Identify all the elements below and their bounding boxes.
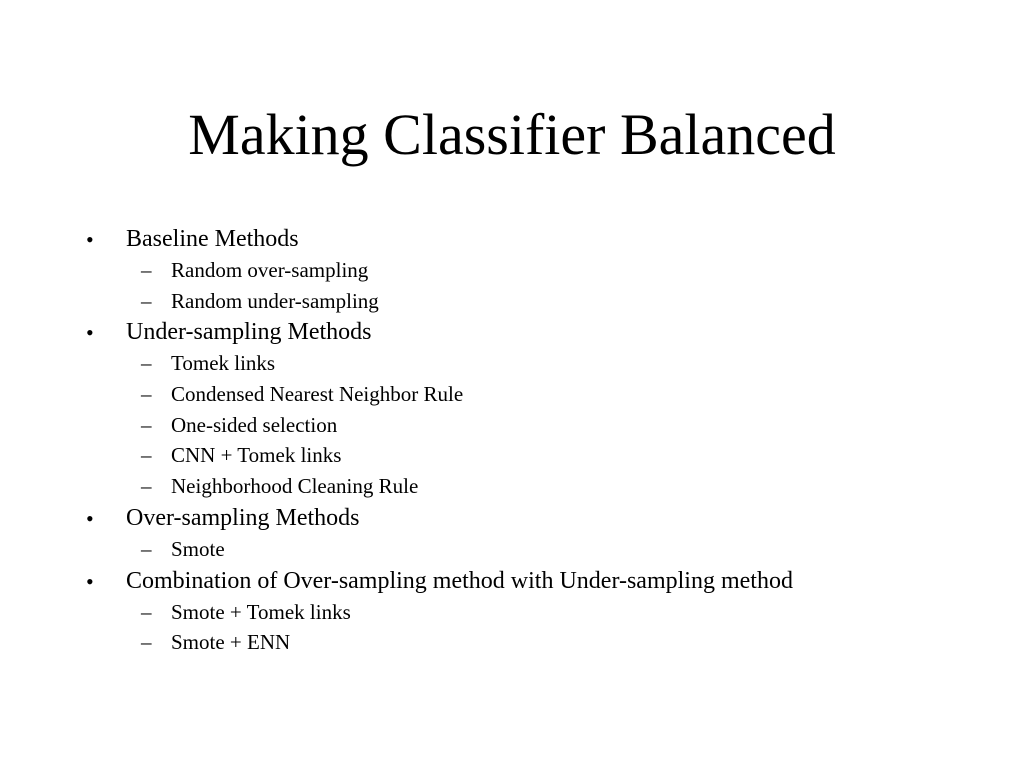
sub-bullet-item: [0, 627, 1024, 658]
section-combination: [0, 566, 1024, 658]
sub-bullet-list: [0, 255, 1024, 316]
sub-bullet-text: Smote + Tomek links: [171, 599, 351, 624]
bullet-dot-icon: •: [86, 568, 94, 594]
dash-icon: –: [141, 630, 152, 655]
section-over-sampling: [0, 503, 1024, 565]
sub-bullet-text: Condensed Nearest Neighbor Rule: [171, 382, 464, 407]
sub-bullet-item: [0, 255, 1024, 286]
sub-bullet-list: [0, 597, 1024, 658]
bullet-dot-icon: •: [86, 320, 94, 346]
sub-bullet-text: Random under-sampling: [171, 288, 379, 313]
section-baseline: [0, 224, 1024, 316]
sub-bullet-list: [0, 348, 1024, 501]
bullet-heading: Over-sampling Methods: [126, 504, 360, 531]
dash-icon: –: [141, 474, 152, 499]
sub-bullet-item: [0, 348, 1024, 379]
bullet-heading: Under-sampling Methods: [126, 319, 372, 346]
sub-bullet-item: [0, 410, 1024, 441]
sub-bullet-text: One-sided selection: [171, 412, 338, 437]
dash-icon: –: [141, 536, 152, 561]
slide-title: Making Classifier Balanced: [188, 102, 836, 167]
sub-bullet-text: Random over-sampling: [171, 258, 369, 282]
bullet-list: [0, 224, 1024, 658]
dash-icon: –: [141, 412, 152, 437]
bullet-item: [0, 566, 1024, 597]
bullet-item: [0, 503, 1024, 534]
dash-icon: –: [141, 382, 152, 407]
sub-bullet-item: [0, 379, 1024, 410]
bullet-item: [0, 224, 1024, 255]
sub-bullet-item: [0, 440, 1024, 471]
bullet-item: [0, 317, 1024, 348]
bullet-heading: Combination of Over-sampling method with Under-sampling method: [126, 567, 793, 594]
dash-icon: –: [141, 351, 152, 376]
sub-bullet-item: [0, 534, 1024, 565]
sub-bullet-text: Smote + ENN: [171, 630, 291, 655]
dash-icon: –: [141, 258, 152, 282]
sub-bullet-text: CNN + Tomek links: [171, 443, 342, 468]
bullet-dot-icon: •: [86, 505, 94, 531]
sub-bullet-text: Tomek links: [171, 351, 276, 376]
sub-bullet-list: [0, 534, 1024, 565]
dash-icon: –: [141, 288, 152, 313]
bullet-dot-icon: •: [86, 227, 94, 252]
bullet-heading: Baseline Methods: [126, 226, 299, 252]
sub-bullet-item: [0, 597, 1024, 628]
dash-icon: –: [141, 443, 152, 468]
sub-bullet-text: Smote: [171, 536, 225, 561]
section-under-sampling: [0, 317, 1024, 501]
sub-bullet-item: [0, 471, 1024, 502]
sub-bullet-text: Neighborhood Cleaning Rule: [171, 474, 419, 499]
dash-icon: –: [141, 599, 152, 624]
slide-content: [0, 224, 1024, 659]
sub-bullet-item: [0, 286, 1024, 317]
